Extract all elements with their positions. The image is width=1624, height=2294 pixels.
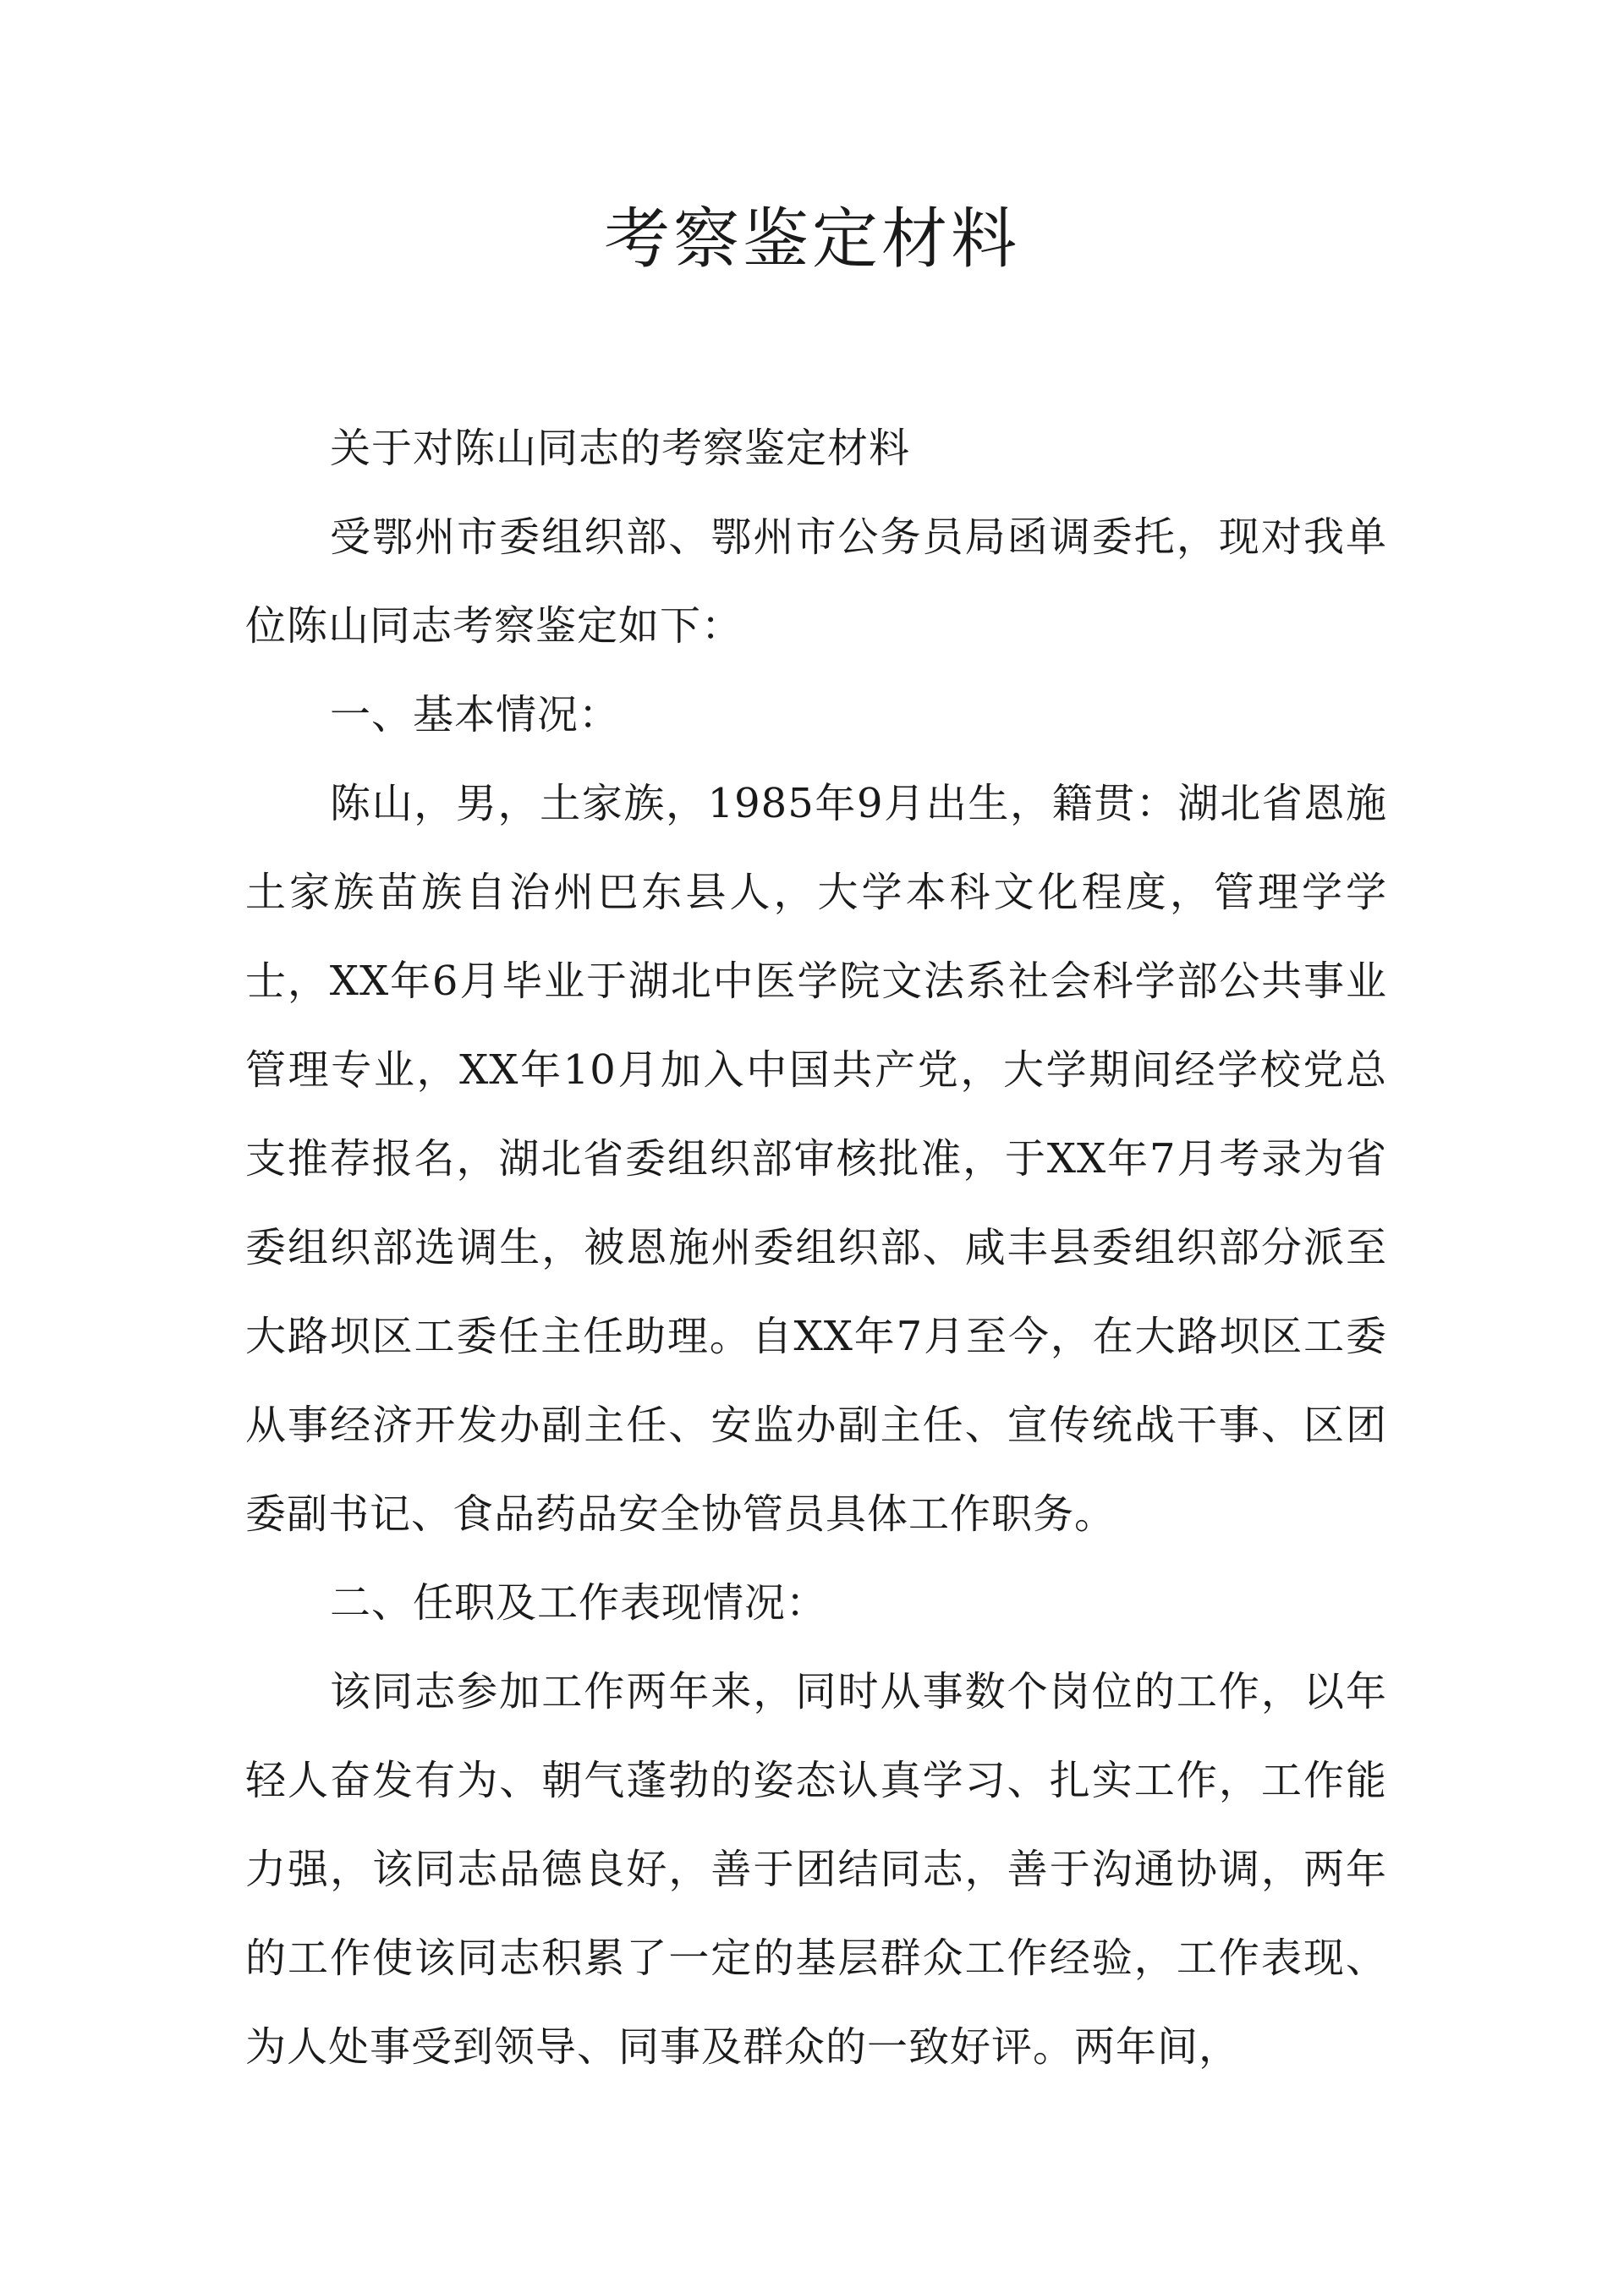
paragraph-intro: 受鄂州市委组织部、鄂州市公务员局函调委托，现对我单位陈山同志考察鉴定如下： [245, 513, 1387, 650]
paragraph-subject: 关于对陈山同志的考察鉴定材料 [330, 425, 911, 472]
section-heading-basic-info: 一、基本情况： [330, 691, 621, 738]
paragraph-basic-info: 陈山，男，土家族，1985年9月出生，籍贯：湖北省恩施土家族苗族自治州巴东县人，大学本科文化程度，管理学学士，XX年6月毕业于湖北中医学院文法系社会科学部公共事业管理专业，XX年10月加入中国共产党，大学期间经学校党总支推荐报名，湖北省委组织部审核批准，于XX年7月考录为省委组织部选调生，被恩施州委组织部、咸丰县委组织部分派至大路坝区工委任主任助理。自XX年7月至今，在大路坝区工委从事经济开发办副主任、安监办副主任、宣传统战干事、区团委副书记、食品药品安全协管员具体工作职务。 [245, 780, 1387, 1538]
section-heading-performance: 二、任职及工作表现情况： [330, 1579, 828, 1627]
document-title: 考察鉴定材料 [603, 201, 1020, 277]
document-body [245, 404, 1387, 2092]
paragraph-performance: 该同志参加工作两年来，同时从事数个岗位的工作，以年轻人奋发有为、朝气蓬勃的姿态认真学习、扎实工作，工作能力强，该同志品德良好，善于团结同志，善于沟通协调，两年的工作使该同志积累了一定的基层群众工作经验，工作表现、为人处事受到领导、同事及群众的一致好评。两年间， [245, 1668, 1387, 2071]
